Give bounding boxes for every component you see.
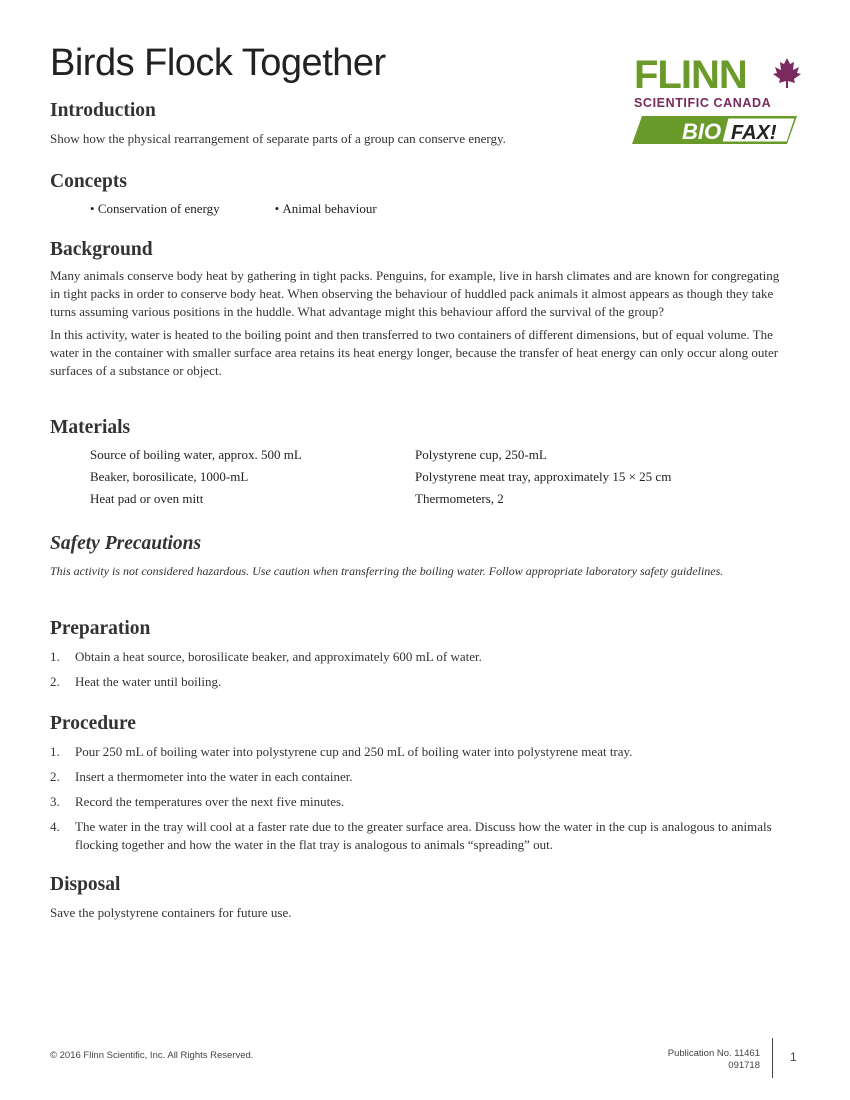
background-heading: Background [50, 239, 153, 260]
material-item: Polystyrene meat tray, approximately 15 × 25 cm [415, 469, 672, 485]
logo-subtitle: SCIENTIFIC CANADA [634, 96, 772, 110]
preparation-section [50, 618, 790, 698]
introduction-section [50, 100, 790, 148]
page-title: Birds Flock Together [50, 42, 386, 84]
page-number: 1 [790, 1050, 797, 1064]
introduction-heading: Introduction [50, 100, 156, 121]
materials-section [50, 417, 790, 507]
concepts-heading: Concepts [50, 171, 127, 192]
preparation-heading: Preparation [50, 618, 151, 639]
background-section [50, 239, 790, 380]
procedure-step: 3. Record the temperatures over the next five minutes. [50, 794, 345, 810]
concept-item: • Animal behaviour [274, 201, 377, 217]
safety-heading: Safety Precautions [50, 533, 202, 554]
logo-fax: FAX! [731, 122, 777, 144]
procedure-step: 4. The water in the tray will cool at a faster rate due to the greater surface area. Discuss how the water in the cup is analogous to animals flocking together and how the water in the flat tray is analogous to animals “spreading” out. [50, 819, 772, 853]
disposal-heading: Disposal [50, 874, 121, 895]
preparation-step: 2. Heat the water until boiling. [50, 674, 222, 690]
background-paragraph: In this activity, water is heated to the boiling point and then transferred to two containers of different dimensions, but of equal volume. The water in the container with smaller surface area retains its heat energy longer, because the transfer of heat energy can only occur along outer surfaces of a substance or object. [50, 327, 779, 379]
footer-copyright: © 2016 Flinn Scientific, Inc. All Rights Reserved. [50, 1050, 254, 1061]
procedure-step: 1. Pour 250 mL of boiling water into polystyrene cup and 250 mL of boiling water into polystyrene meat tray. [50, 744, 633, 760]
concept-item: • Conservation of energy [90, 201, 220, 217]
footer-divider [772, 1038, 773, 1078]
safety-section [50, 533, 790, 580]
material-item: Heat pad or oven mitt [90, 491, 204, 507]
concepts-section [50, 171, 790, 217]
disposal-text: Save the polystyrene containers for future use. [50, 905, 292, 921]
material-item: Source of boiling water, approx. 500 mL [90, 447, 302, 463]
safety-text: This activity is not considered hazardous. Use caution when transferring the boiling water. Follow appropriate laboratory safety guidelines. [50, 564, 724, 579]
procedure-step: 2. Insert a thermometer into the water in each container. [50, 769, 353, 785]
materials-heading: Materials [50, 417, 131, 438]
footer-publication: Publication No. 11461 091718 [667, 1048, 760, 1071]
preparation-step: 1. Obtain a heat source, borosilicate beaker, and approximately 600 mL of water. [50, 649, 482, 665]
procedure-heading: Procedure [50, 713, 136, 734]
procedure-section [50, 713, 790, 861]
logo-brand: FLINN [634, 54, 747, 97]
material-item: Thermometers, 2 [415, 491, 504, 507]
disposal-section [50, 874, 790, 922]
background-paragraph: Many animals conserve body heat by gathering in tight packs. Penguins, for example, live in harsh climates and are known for congregating in tight packs in order to conserve body heat. When observing the behaviour of huddled pack animals it almost appears as though they take turns assuming various positions in the huddle. What advantage might this behaviour afford the survival of the group? [50, 268, 780, 320]
material-item: Beaker, borosilicate, 1000-mL [90, 469, 249, 485]
material-item: Polystyrene cup, 250-mL [415, 447, 547, 463]
maple-leaf-icon [773, 58, 801, 88]
introduction-text: Show how the physical rearrangement of separate parts of a group can conserve energy. [50, 131, 506, 147]
logo-bio: BIO [682, 119, 722, 144]
